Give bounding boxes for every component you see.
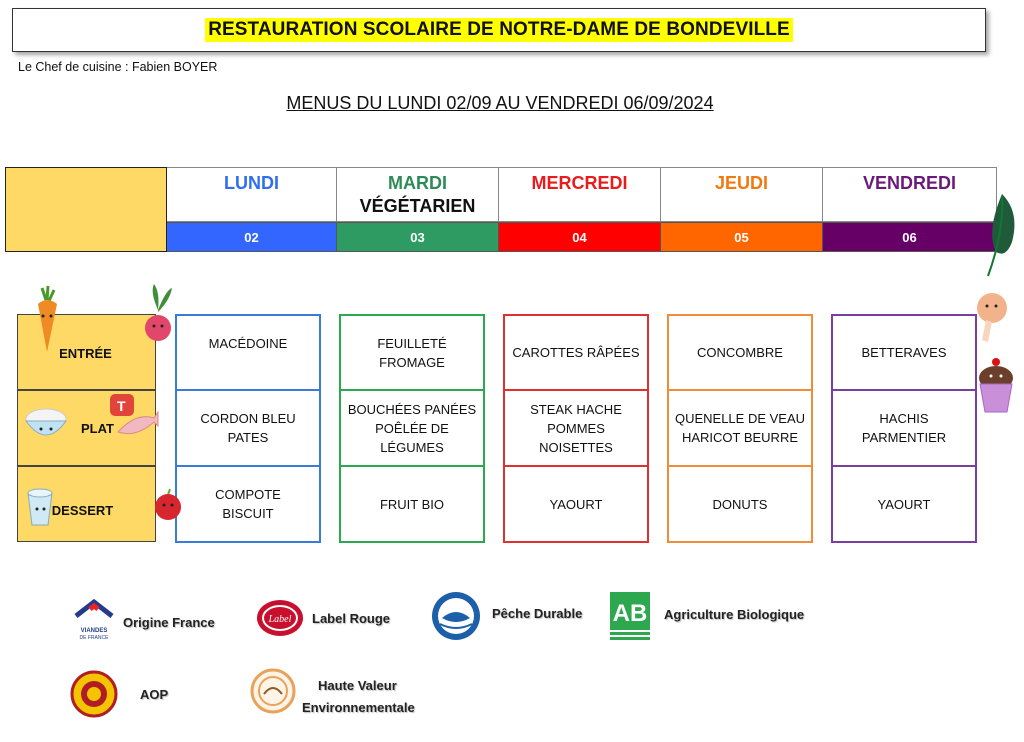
menu-cell-lundi-1 <box>175 390 321 467</box>
category-label: DESSERT <box>51 502 114 518</box>
day-number-1: 03 <box>337 222 499 252</box>
menu-item-text: BETTERAVES <box>861 345 947 360</box>
label-rouge-logo <box>255 598 305 638</box>
hve-label-line2: Environnementale <box>302 700 415 715</box>
radish-icon <box>140 282 176 350</box>
menu-item-text: QUENELLE DE VEAU HARICOT BEURRE <box>674 411 806 445</box>
day-header-1 <box>337 167 499 222</box>
carrot-icon <box>30 284 64 356</box>
viandes-de-france-logo <box>70 596 118 642</box>
menu-cell-mardi-1 <box>339 390 485 467</box>
svg-text:DE FRANCE: DE FRANCE <box>79 635 109 641</box>
day-number-4: 06 <box>823 222 997 252</box>
category-label: ENTRÉE <box>59 345 112 361</box>
day-number-3: 05 <box>661 222 823 252</box>
menu-cell-mardi-2 <box>339 466 485 543</box>
day-number-0: 02 <box>167 222 337 252</box>
menu-cell-mercredi-2 <box>503 466 649 543</box>
day-header-3 <box>661 167 823 222</box>
svg-text:T: T <box>117 398 126 414</box>
day-header-4 <box>823 167 997 222</box>
hve-label-line1: Haute Valeur <box>318 678 397 693</box>
leaf-icon <box>982 192 1022 278</box>
apple-icon <box>152 487 184 523</box>
menu-cell-mardi-0 <box>339 314 485 391</box>
menu-item-text: FRUIT BIO <box>379 496 445 512</box>
day-name: VENDREDI <box>862 173 956 193</box>
menu-cell-jeudi-2 <box>667 466 813 543</box>
menu-cell-lundi-0 <box>175 314 321 391</box>
menu-item-text: MACÉDOINE <box>208 336 288 351</box>
day-number-2: 04 <box>499 222 661 252</box>
aop-logo <box>70 670 118 718</box>
menu-cell-jeudi-1 <box>667 390 813 467</box>
menu-cell-vendredi-0 <box>831 314 977 391</box>
menu-item-text: COMPOTE BISCUIT <box>215 487 281 521</box>
page-title: RESTAURATION SCOLAIRE DE NOTRE-DAME DE BONDEVILLE <box>205 18 793 42</box>
header-corner-cell <box>5 167 167 252</box>
menu-item-text: YAOURT <box>877 496 931 512</box>
chicken-leg-icon <box>972 290 1012 346</box>
menus-period-title <box>0 93 1000 114</box>
menu-item-text: DONUTS <box>712 496 768 512</box>
menus-period-text: MENUS DU LUNDI 02/09 AU VENDREDI 06/09/2024 <box>286 93 714 113</box>
hve-logo <box>250 668 296 714</box>
day-header-0 <box>167 167 337 222</box>
menu-item-text: FEUILLETÉ FROMAGE <box>377 336 447 370</box>
menu-item-text: HACHIS PARMENTIER <box>861 411 947 445</box>
menu-item-text: CORDON BLEU PATES <box>200 411 296 445</box>
category-label: PLAT <box>81 420 114 436</box>
menu-item-text: BOUCHÉES PANÉES POÊLÉE DE LÉGUMES <box>347 401 477 455</box>
label-rouge-label: Label Rouge <box>312 611 391 626</box>
menu-item-text: YAOURT <box>549 496 603 512</box>
meat-fish-icon <box>108 392 160 442</box>
chef-name: Le Chef de cuisine : Fabien BOYER <box>18 60 218 74</box>
menu-item-text: CAROTTES RÂPÉES <box>512 345 640 360</box>
aop-label: AOP <box>140 687 169 702</box>
peche-durable-label: Pêche Durable <box>492 606 583 621</box>
day-name: LUNDI <box>224 173 279 193</box>
menu-item-text: STEAK HACHE POMMES NOISETTES <box>530 401 622 455</box>
menu-cell-mercredi-0 <box>503 314 649 391</box>
day-header-2 <box>499 167 661 222</box>
menu-cell-vendredi-2 <box>831 466 977 543</box>
svg-text:VIANDES: VIANDES <box>80 628 108 634</box>
day-name: MARDI <box>388 173 447 193</box>
day-name: JEUDI <box>714 173 768 193</box>
menu-cell-vendredi-1 <box>831 390 977 467</box>
title-banner <box>12 8 986 52</box>
menu-cell-lundi-2 <box>175 466 321 543</box>
yogurt-icon <box>24 481 56 527</box>
menu-cell-mercredi-1 <box>503 390 649 467</box>
day-name: MERCREDI <box>531 173 628 193</box>
agriculture-bio-label: Agriculture Biologique <box>664 607 805 622</box>
day-subtitle: VÉGÉTARIEN <box>359 196 476 216</box>
origine-france-label: Origine France <box>123 615 215 630</box>
cupcake-icon <box>976 356 1016 416</box>
ab-logo <box>608 590 652 642</box>
peche-durable-logo <box>430 590 482 642</box>
menu-cell-jeudi-0 <box>667 314 813 391</box>
svg-text:Label: Label <box>268 614 292 625</box>
svg-text:AB: AB <box>612 600 648 627</box>
menu-item-text: CONCOMBRE <box>697 345 783 360</box>
rice-bowl-icon <box>22 405 70 441</box>
